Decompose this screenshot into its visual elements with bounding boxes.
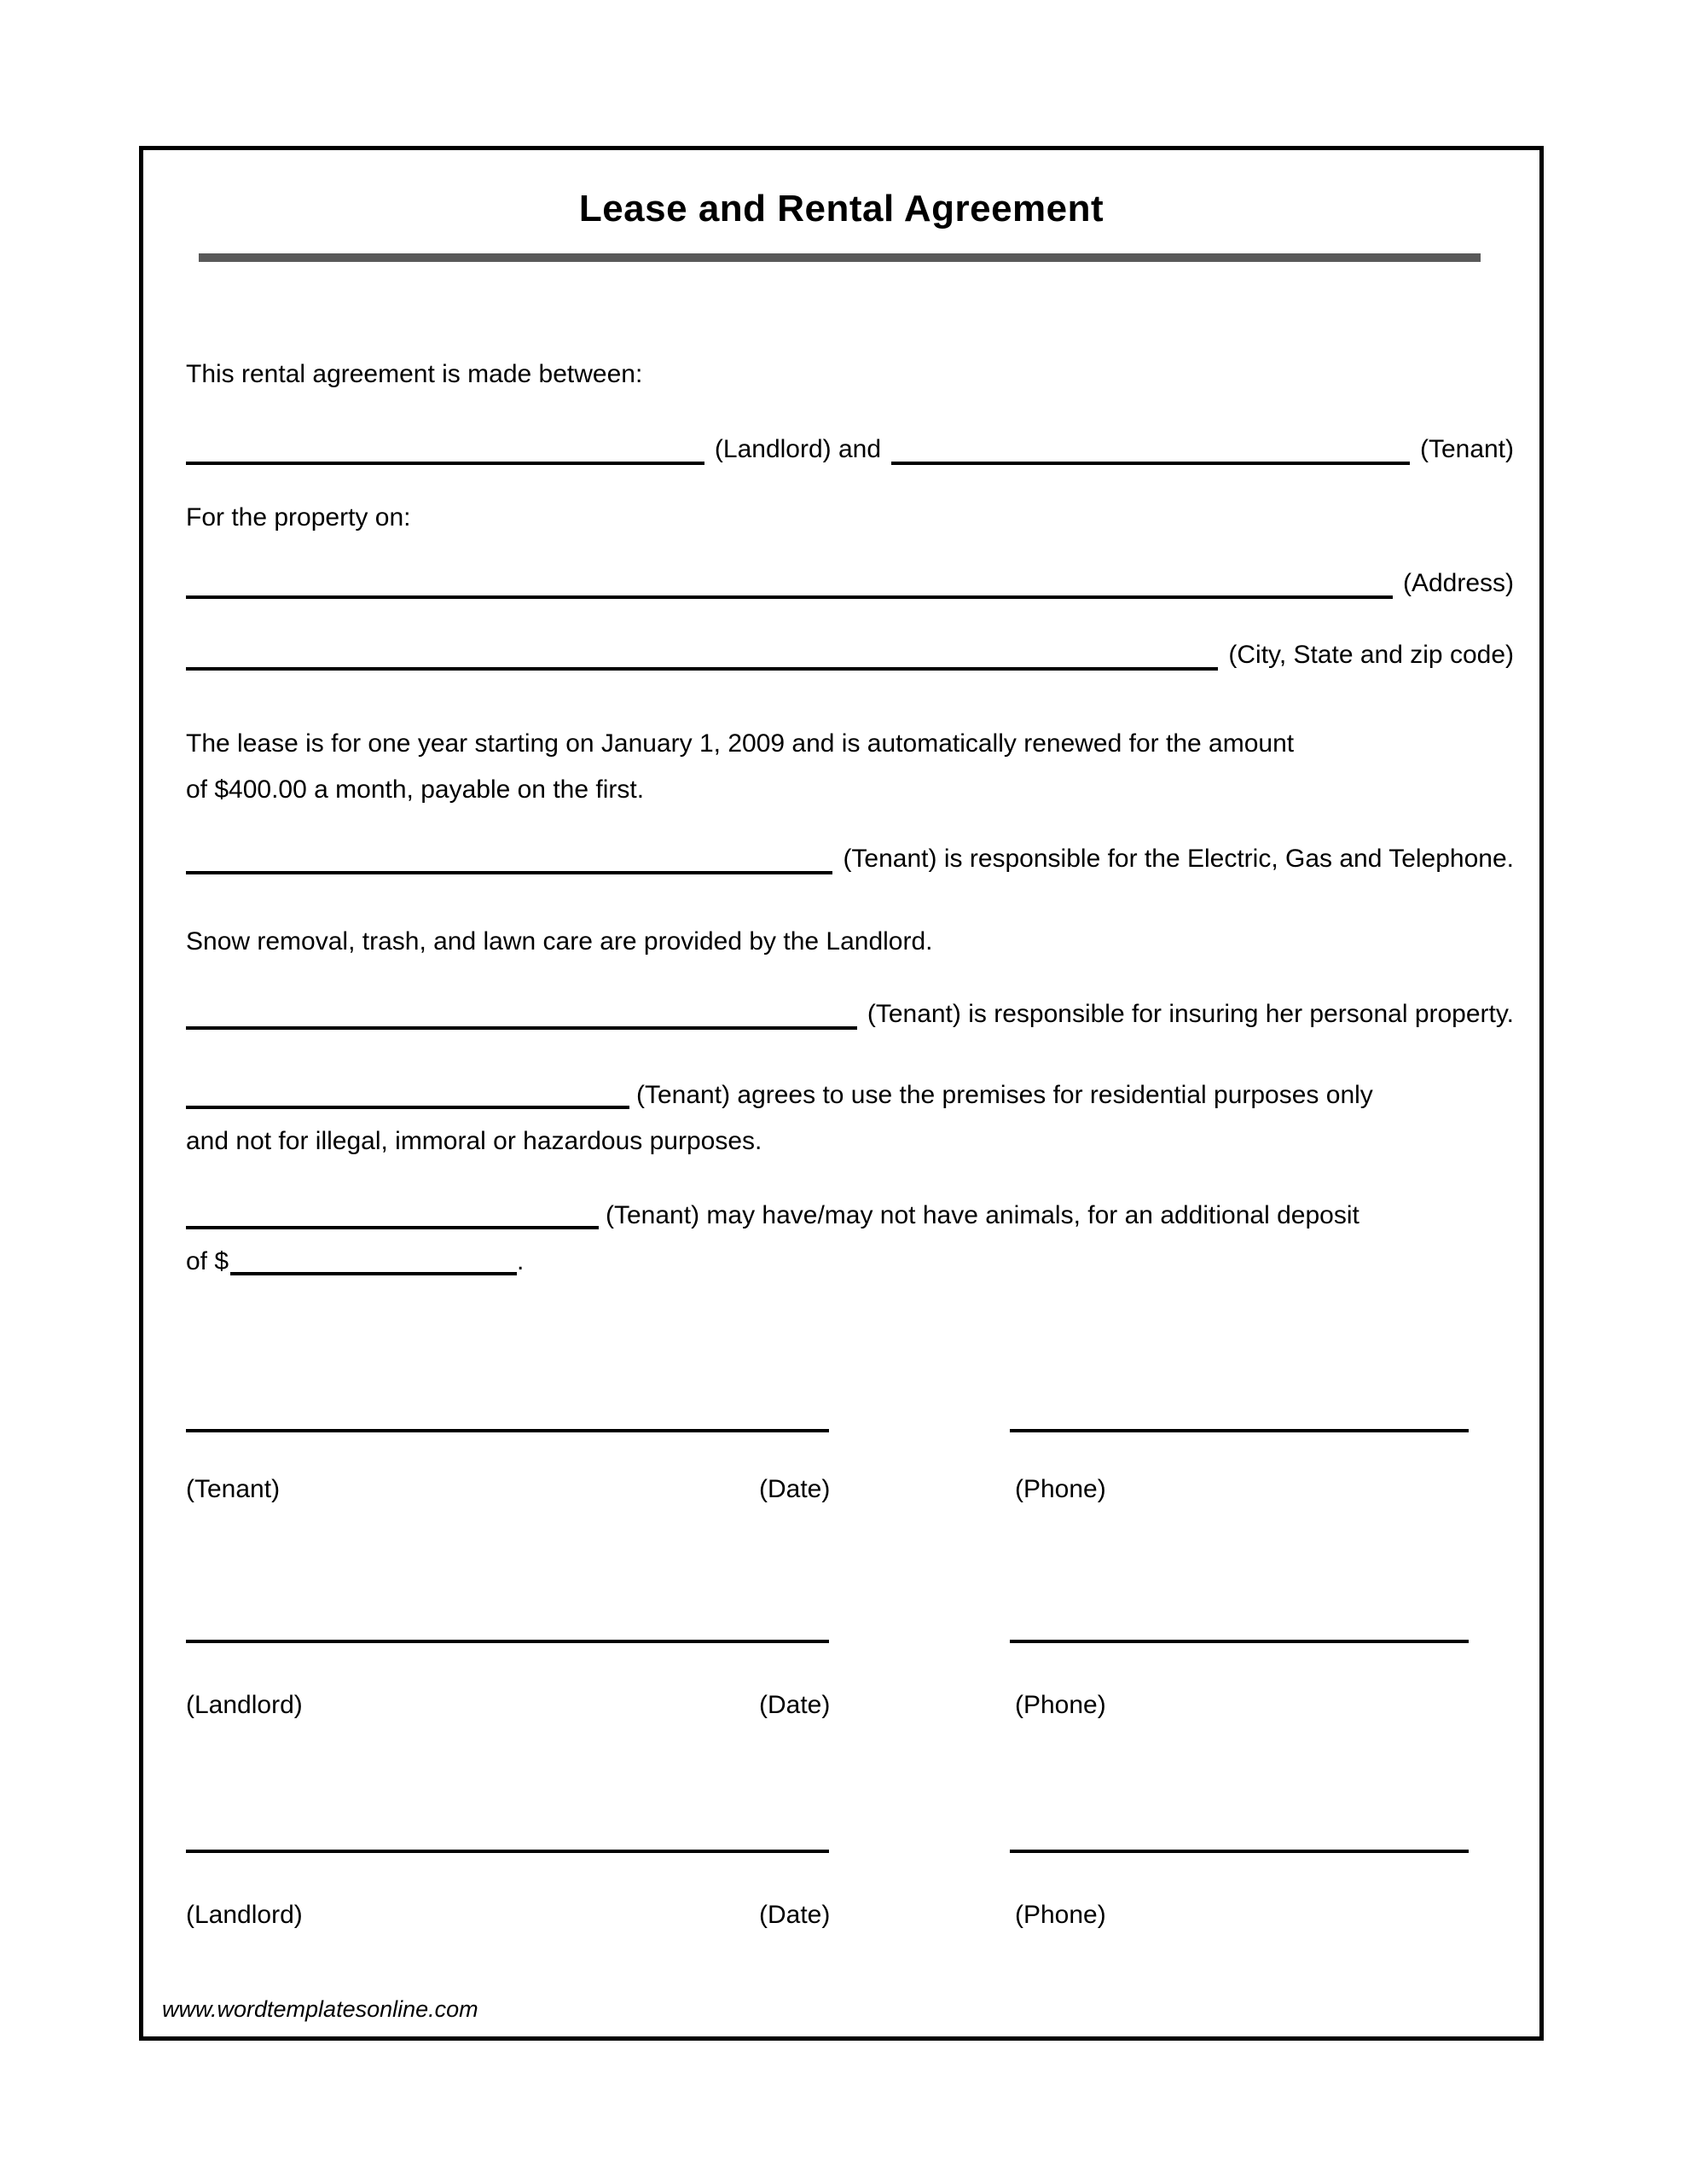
- tenant-phone-label: (Phone): [1015, 1475, 1106, 1503]
- utilities-clause-text: (Tenant) is responsible for the Electric, Gas and Telephone.: [843, 845, 1514, 873]
- animals-tenant-blank[interactable]: [186, 1226, 599, 1229]
- landlord2-phone-line[interactable]: [1010, 1850, 1469, 1853]
- insurance-tenant-blank[interactable]: [186, 1026, 857, 1030]
- animals-deposit-blank[interactable]: [230, 1272, 517, 1275]
- landlord2-signature-line[interactable]: [186, 1850, 829, 1853]
- address-label: (Address): [1402, 569, 1514, 597]
- landlord-services-text: Snow removal, trash, and lawn care are provided by the Landlord.: [186, 927, 933, 956]
- landlord2-phone-label: (Phone): [1015, 1901, 1106, 1929]
- premises-clause-line1: (Tenant) agrees to use the premises for residential purposes only: [636, 1081, 1373, 1109]
- lease-terms-paragraph: [186, 721, 1514, 813]
- landlord1-phone-label: (Phone): [1015, 1691, 1106, 1719]
- city-state-zip-row: [186, 625, 1514, 673]
- tenant-signature-line[interactable]: [186, 1429, 829, 1432]
- landlord2-role-label: (Landlord): [186, 1901, 303, 1929]
- utilities-clause-row: [186, 829, 1514, 877]
- tenant-signature-labels: [186, 1472, 1514, 1507]
- city-state-zip-label: (City, State and zip code): [1228, 641, 1514, 669]
- premises-tenant-blank[interactable]: [186, 1106, 629, 1109]
- footer-website-text: www.wordtemplatesonline.com: [162, 1996, 478, 2022]
- landlord1-role-label: (Landlord): [186, 1691, 303, 1719]
- premises-clause-line2: and not for illegal, immoral or hazardous purposes.: [186, 1127, 762, 1155]
- landlord1-phone-line[interactable]: [1010, 1640, 1469, 1643]
- tenant-phone-line[interactable]: [1010, 1429, 1469, 1432]
- address-blank[interactable]: [186, 595, 1393, 599]
- landlord1-signature-line[interactable]: [186, 1640, 829, 1643]
- title-divider-rule: [199, 253, 1481, 262]
- lease-terms-line1: The lease is for one year starting on January 1, 2009 and is automatically renewed for the amount: [186, 729, 1295, 758]
- property-heading: For the property on:: [186, 503, 411, 531]
- intro-text: This rental agreement is made between:: [186, 360, 643, 388]
- landlord2-signature-labels: [186, 1897, 1514, 1933]
- tenant-date-label: (Date): [759, 1475, 831, 1503]
- landlord1-signature-labels: [186, 1687, 1514, 1723]
- animals-deposit-suffix: .: [517, 1247, 525, 1275]
- animals-clause-paragraph: [186, 1193, 1514, 1285]
- animals-clause-line1: (Tenant) may have/may not have animals, for an additional deposit: [606, 1201, 1359, 1229]
- parties-row: [186, 420, 1514, 468]
- document-title: Lease and Rental Agreement: [578, 188, 1104, 229]
- landlord1-date-label: (Date): [759, 1691, 831, 1719]
- insurance-clause-text: (Tenant) is responsible for insuring her personal property.: [867, 1000, 1514, 1028]
- document-page: [139, 146, 1544, 2041]
- animals-deposit-prefix: of $: [186, 1247, 229, 1275]
- tenant-name-blank[interactable]: [891, 462, 1410, 465]
- lease-terms-line2: of $400.00 a month, payable on the first.: [186, 775, 645, 804]
- city-state-zip-blank[interactable]: [186, 667, 1218, 671]
- tenant-role-label: (Tenant): [186, 1475, 281, 1503]
- utilities-tenant-blank[interactable]: [186, 871, 832, 874]
- landlord2-date-label: (Date): [759, 1901, 831, 1929]
- tenant-label: (Tenant): [1419, 435, 1515, 463]
- premises-clause-paragraph: [186, 1072, 1514, 1165]
- landlord-name-blank[interactable]: [186, 462, 704, 465]
- landlord-label: (Landlord) and: [714, 435, 882, 463]
- insurance-clause-row: [186, 985, 1514, 1032]
- address-row: [186, 554, 1514, 601]
